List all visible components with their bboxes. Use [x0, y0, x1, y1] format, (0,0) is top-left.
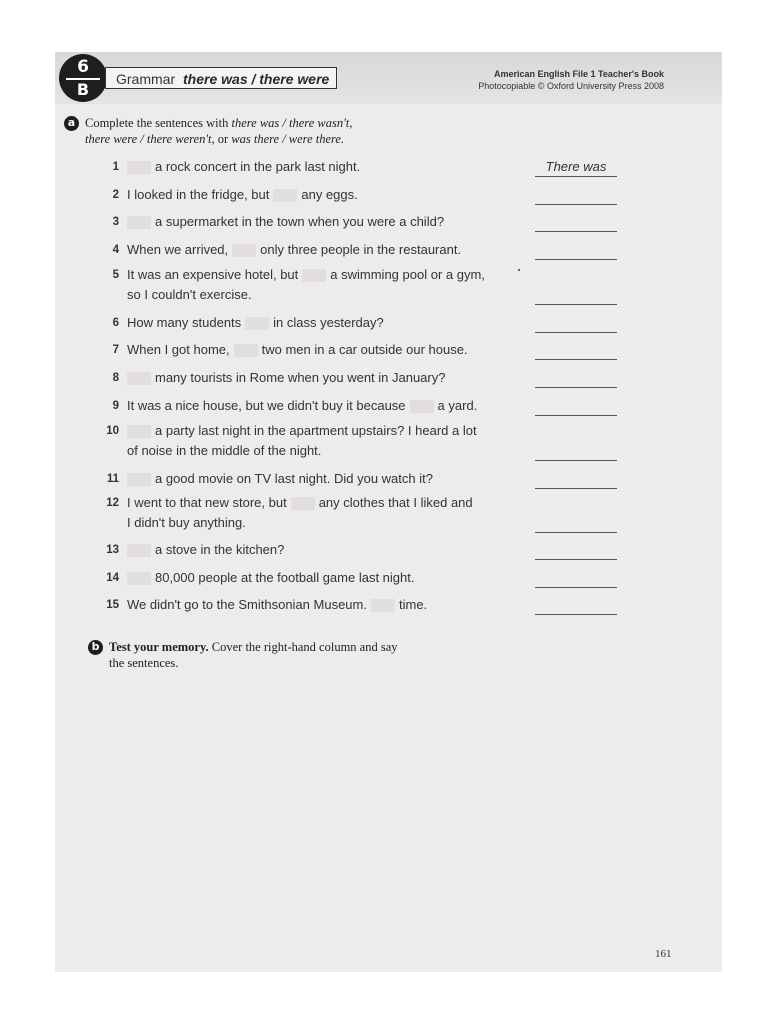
answer-line[interactable] — [535, 186, 617, 205]
blank-gap — [127, 544, 151, 557]
item-number: 3 — [112, 216, 119, 228]
sentence-start: When we arrived, — [127, 242, 229, 257]
answer-line[interactable] — [535, 470, 617, 489]
item-sentence — [127, 396, 477, 416]
item-number: 11 — [106, 473, 119, 485]
sentence-start: We didn't go to the Smithsonian Museum. — [127, 597, 367, 612]
item-number: 10 — [106, 425, 119, 437]
item-number: 2 — [112, 189, 119, 201]
item-number: 8 — [112, 372, 119, 384]
blank-gap — [234, 344, 258, 357]
sentence-start: When I got home, — [127, 342, 230, 357]
book-title: American English File 1 Teacher's Book — [493, 69, 664, 79]
item-sentence — [127, 212, 444, 232]
answer-line[interactable] — [535, 442, 617, 461]
item-number: 5 — [112, 269, 119, 281]
item-number: 9 — [112, 400, 119, 412]
item-number: 14 — [106, 572, 119, 584]
copyright-line: Photocopiable © Oxford University Press 2008 — [478, 81, 664, 91]
blank-gap — [371, 599, 395, 612]
grammar-topic: there was / there were — [183, 71, 330, 87]
sentence-start: It was a nice house, but we didn't buy it because — [127, 398, 406, 413]
sentence-end: two men in a car outside our house. — [261, 342, 468, 357]
answer-line[interactable] — [535, 286, 617, 305]
sentence-end: a supermarket in the town when you were a child? — [155, 214, 445, 229]
item-sentence — [127, 157, 360, 177]
item-sentence — [127, 469, 433, 489]
sentence-continuation: of noise in the middle of the night. — [127, 443, 322, 458]
blank-gap — [302, 269, 326, 282]
sentence-start: It was an expensive hotel, but — [127, 267, 299, 282]
sentence-end: in class yesterday? — [273, 315, 384, 330]
blank-gap — [232, 244, 256, 257]
blank-gap — [245, 317, 269, 330]
sentence-end: a party last night in the apartment upstairs? I heard a lot — [155, 423, 477, 438]
sentence-start: How many students — [127, 315, 242, 330]
answer-line[interactable] — [535, 369, 617, 388]
sentence-end: any clothes that I liked and — [318, 495, 473, 510]
worksheet-page — [55, 52, 722, 972]
sentence-end: time. — [398, 597, 428, 612]
answer-line[interactable] — [535, 314, 617, 333]
exercise-a-instruction — [85, 115, 352, 147]
header-band — [55, 52, 722, 104]
blank-gap — [127, 161, 151, 174]
item-number: 12 — [106, 497, 119, 509]
unit-number: 6 — [77, 57, 89, 77]
item-sentence — [127, 568, 414, 588]
blank-gap — [127, 372, 151, 385]
unit-letter: B — [76, 80, 90, 99]
exercise-b-instruction — [109, 639, 398, 671]
answer-line[interactable] — [535, 241, 617, 260]
answer-line[interactable]: There was — [535, 158, 617, 177]
exercise-b-text-1: Cover the right-hand column and say — [208, 640, 398, 654]
unit-badge — [59, 54, 107, 102]
exercise-b-marker: b — [88, 640, 103, 655]
blank-gap — [273, 189, 297, 202]
exercise-b-text-2: the sentences. — [109, 656, 179, 670]
sentence-start: I looked in the fridge, but — [127, 187, 270, 202]
sentence-start: I went to that new store, but — [127, 495, 287, 510]
blank-gap — [127, 572, 151, 585]
answer-line[interactable] — [535, 541, 617, 560]
item-sentence — [127, 421, 477, 441]
item-number: 15 — [106, 599, 119, 611]
sentence-end: 80,000 people at the football game last night. — [155, 570, 415, 585]
item-sentence — [127, 368, 445, 388]
item-number: 1 — [112, 161, 119, 173]
sentence-end: any eggs. — [301, 187, 358, 202]
title-box — [105, 67, 337, 89]
sentence-end: a stove in the kitchen? — [155, 542, 285, 557]
sentence-continuation: I didn't buy anything. — [127, 515, 246, 530]
item-number: 13 — [106, 544, 119, 556]
answer-line[interactable] — [535, 213, 617, 232]
item-number: 7 — [112, 344, 119, 356]
exercise-b-bold: Test your memory. — [109, 640, 209, 654]
sentence-end: many tourists in Rome when you went in January? — [155, 370, 446, 385]
exercise-a-marker: a — [64, 116, 79, 131]
instruction-forms-3: was there / were there. — [231, 132, 345, 146]
item-sentence — [127, 340, 468, 360]
instruction-forms-2: there were / there weren't — [85, 132, 212, 146]
page-number: 161 — [655, 948, 672, 960]
answer-line[interactable] — [535, 397, 617, 416]
item-sentence — [127, 265, 485, 285]
sentence-end: a swimming pool or a gym, — [330, 267, 485, 282]
instruction-or: , or — [211, 132, 232, 146]
answer-line[interactable] — [535, 596, 617, 615]
blank-gap — [291, 497, 315, 510]
blank-gap — [410, 400, 434, 413]
instruction-text: Complete the sentences with — [85, 116, 232, 130]
blank-gap — [127, 473, 151, 486]
answer-line[interactable] — [535, 514, 617, 533]
item-sentence — [127, 185, 358, 205]
sentence-continuation: so I couldn't exercise. — [127, 287, 252, 302]
sentence-end: a rock concert in the park last night. — [155, 159, 361, 174]
stray-mark — [518, 269, 520, 271]
item-sentence — [127, 540, 284, 560]
sentence-end: only three people in the restaurant. — [260, 242, 462, 257]
instruction-forms-1: there was / there wasn't, — [231, 116, 353, 130]
item-sentence — [127, 240, 461, 260]
item-sentence — [127, 493, 473, 513]
sentence-end: a good movie on TV last night. Did you watch it? — [155, 471, 433, 486]
item-sentence — [127, 313, 384, 333]
section-label: Grammar — [116, 71, 176, 87]
sentence-end: a yard. — [437, 398, 478, 413]
blank-gap — [127, 216, 151, 229]
item-sentence — [127, 595, 427, 615]
item-number: 4 — [112, 244, 119, 256]
blank-gap — [127, 425, 151, 438]
answer-line[interactable] — [535, 341, 617, 360]
item-number: 6 — [112, 317, 119, 329]
publisher-info — [478, 68, 664, 92]
answer-line[interactable] — [535, 569, 617, 588]
